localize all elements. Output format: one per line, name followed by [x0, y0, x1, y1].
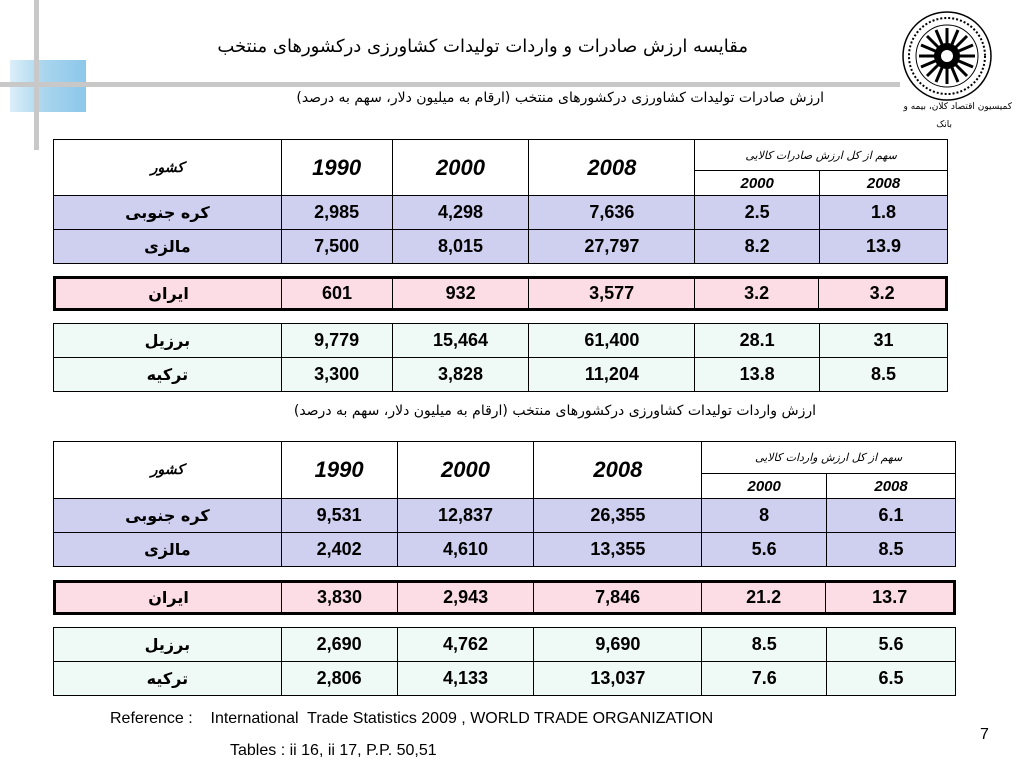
- share-cell: 8.5: [820, 358, 948, 392]
- table-row: [54, 230, 948, 264]
- value-cell: 61,400: [529, 324, 695, 358]
- value-cell: 13,355: [534, 533, 702, 567]
- exports-table-other: [53, 323, 948, 392]
- value-cell: 7,500: [281, 230, 392, 264]
- table-row: [54, 196, 948, 230]
- share-cell: 8.5: [827, 533, 956, 567]
- value-cell: 3,300: [281, 358, 392, 392]
- value-cell: 2,985: [281, 196, 392, 230]
- imports-subtitle: ارزش واردات تولیدات کشاورزی درکشورهای منتخب (ارقام به میلیون دلار، سهم به درصد): [293, 403, 816, 419]
- value-cell: 3,830: [282, 582, 398, 614]
- value-cell: 932: [392, 278, 529, 310]
- country-cell: برزیل: [54, 628, 282, 662]
- table-row: [55, 582, 955, 614]
- year-header-2008: 2008: [529, 140, 695, 196]
- value-cell: 2,943: [397, 582, 534, 614]
- value-cell: 26,355: [534, 499, 702, 533]
- share-cell: 8.5: [702, 628, 827, 662]
- value-cell: 2,806: [281, 662, 397, 696]
- value-cell: 4,762: [397, 628, 534, 662]
- page-number: 7: [980, 726, 989, 743]
- share-year-2000: 2000: [695, 171, 820, 196]
- value-cell: 9,531: [281, 499, 397, 533]
- year-header-1990: 1990: [281, 140, 392, 196]
- share-cell: 3.2: [819, 278, 947, 310]
- share-cell: 28.1: [695, 324, 820, 358]
- share-year-2000: 2000: [702, 474, 827, 499]
- share-header: سهم از کل ارزش صادرات کالایی: [695, 140, 948, 171]
- share-header: سهم از کل ارزش واردات کالایی: [702, 442, 956, 474]
- value-cell: 7,846: [534, 582, 701, 614]
- value-cell: 12,837: [397, 499, 534, 533]
- share-cell: 13.8: [695, 358, 820, 392]
- value-cell: 601: [282, 278, 393, 310]
- value-cell: 2,402: [281, 533, 397, 567]
- table-row: [54, 533, 956, 567]
- country-cell: ایران: [55, 582, 282, 614]
- table-row: [54, 358, 948, 392]
- share-cell: 5.6: [702, 533, 827, 567]
- country-cell: برزیل: [54, 324, 282, 358]
- value-cell: 4,133: [397, 662, 534, 696]
- imports-table-other: [53, 627, 956, 696]
- header-vertical-rule: [34, 0, 39, 150]
- country-cell: ترکیه: [54, 358, 282, 392]
- share-cell: 2.5: [695, 196, 820, 230]
- value-cell: 13,037: [534, 662, 702, 696]
- share-year-2008: 2008: [827, 474, 956, 499]
- country-header: کشور: [54, 442, 282, 499]
- country-cell: مالزی: [54, 230, 282, 264]
- share-cell: 7.6: [702, 662, 827, 696]
- value-cell: 27,797: [529, 230, 695, 264]
- share-cell: 1.8: [820, 196, 948, 230]
- value-cell: 4,610: [397, 533, 534, 567]
- table-row: [55, 278, 947, 310]
- table-row: [54, 499, 956, 533]
- exports-subtitle: ارزش صادرات تولیدات کشاورزی درکشورهای منتخب (ارقام به میلیون دلار، سهم به درصد): [296, 90, 824, 106]
- value-cell: 9,690: [534, 628, 702, 662]
- value-cell: 7,636: [529, 196, 695, 230]
- share-cell: 8.2: [695, 230, 820, 264]
- value-cell: 15,464: [392, 324, 529, 358]
- share-cell: 5.6: [827, 628, 956, 662]
- country-cell: ایران: [55, 278, 282, 310]
- value-cell: 4,298: [392, 196, 529, 230]
- year-header-2008: 2008: [534, 442, 702, 499]
- value-cell: 9,779: [281, 324, 392, 358]
- header-horizontal-rule: [0, 82, 900, 87]
- share-cell: 6.1: [827, 499, 956, 533]
- share-year-2008: 2008: [820, 171, 948, 196]
- org-name-line1: کمیسیون اقتصاد کلان، بیمه و: [903, 102, 1012, 112]
- table-row: [54, 628, 956, 662]
- value-cell: 2,690: [281, 628, 397, 662]
- org-name-line2: بانک: [936, 120, 952, 130]
- country-cell: ترکیه: [54, 662, 282, 696]
- share-cell: 31: [820, 324, 948, 358]
- share-cell: 6.5: [827, 662, 956, 696]
- value-cell: 11,204: [529, 358, 695, 392]
- imports-table-iran: [53, 580, 956, 615]
- country-cell: کره جنوبی: [54, 196, 282, 230]
- year-header-1990: 1990: [281, 442, 397, 499]
- share-cell: 13.9: [820, 230, 948, 264]
- year-header-2000: 2000: [392, 140, 529, 196]
- share-cell: 21.2: [701, 582, 826, 614]
- reference-tables-line: Tables : ii 16, ii 17, P.P. 50,51: [230, 742, 437, 759]
- share-cell: 3.2: [694, 278, 819, 310]
- chamber-logo-icon: [901, 10, 993, 102]
- value-cell: 3,577: [529, 278, 694, 310]
- table-row: [54, 662, 956, 696]
- value-cell: 3,828: [392, 358, 529, 392]
- share-cell: 8: [702, 499, 827, 533]
- exports-table-main: [53, 139, 948, 264]
- country-cell: مالزی: [54, 533, 282, 567]
- year-header-2000: 2000: [397, 442, 534, 499]
- table-row: [54, 324, 948, 358]
- slide-title: مقایسه ارزش صادرات و واردات تولیدات کشاورزی درکشورهای منتخب: [217, 36, 748, 57]
- value-cell: 8,015: [392, 230, 529, 264]
- exports-table-iran: [53, 276, 948, 311]
- country-cell: کره جنوبی: [54, 499, 282, 533]
- share-cell: 13.7: [826, 582, 955, 614]
- imports-table-main: [53, 441, 956, 567]
- reference-line: Reference : International Trade Statistics 2009 , WORLD TRADE ORGANIZATION: [110, 710, 714, 727]
- country-header: کشور: [54, 140, 282, 196]
